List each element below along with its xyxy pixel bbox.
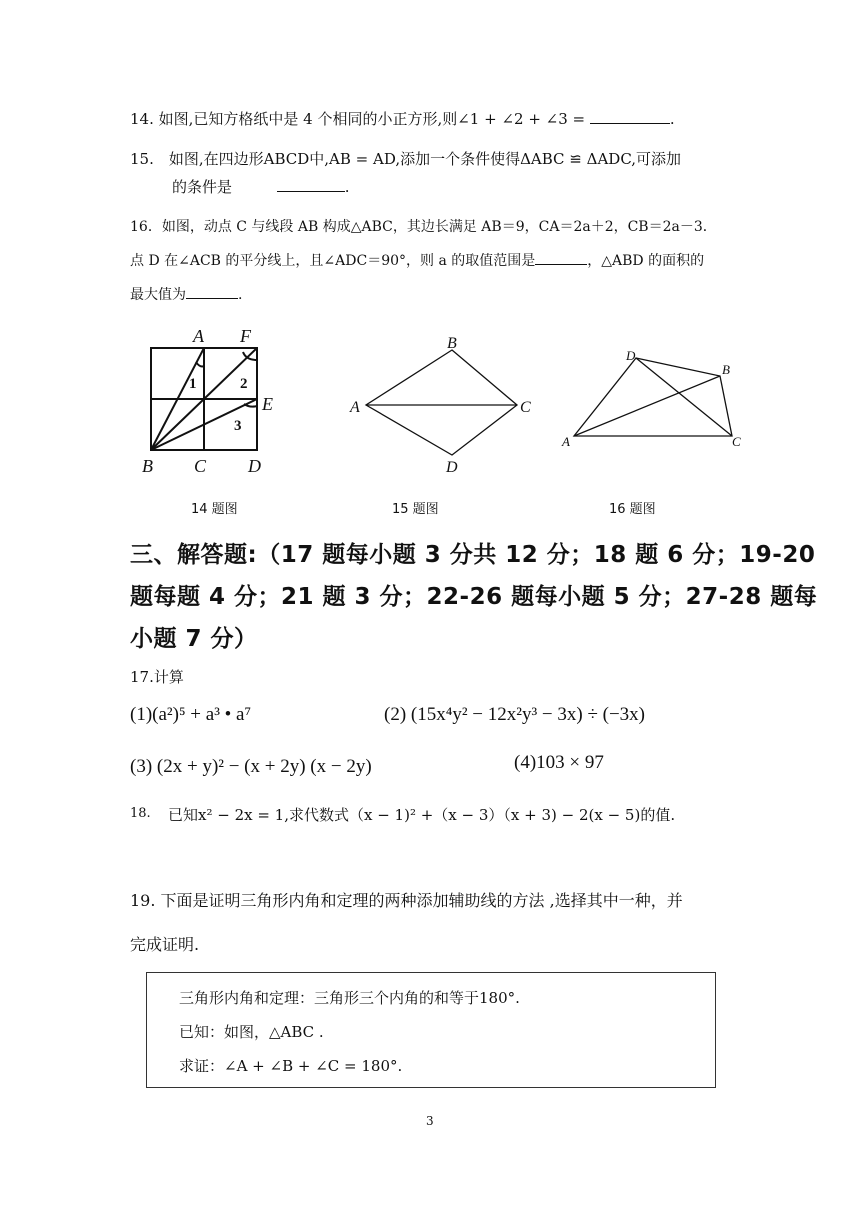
theorem-statement: 三角形内角和定理：三角形三个内角的和等于180°.	[179, 989, 520, 1007]
fig14-label-a: A	[193, 326, 204, 346]
section-3-heading-line2: 题每题 4 分；21 题 3 分；22-26 题每小题 5 分；27-28 题每	[130, 584, 818, 610]
fig14-label-e: E	[262, 394, 273, 414]
question-16-line1: 16．如图，动点 C 与线段 AB 构成△ABC，其边长满足 AB＝9，CA＝2a＋2，CB＝2a－3．	[130, 219, 717, 235]
answer-blank-15[interactable]	[277, 177, 345, 192]
section-3-heading-line3: 小题 7 分）	[130, 626, 258, 652]
figure-15	[340, 330, 540, 480]
question-16-line3: 最大值为 .	[130, 284, 242, 304]
question-15-line2: 的条件是 .	[172, 178, 350, 196]
fig14-angle-2: 2	[240, 376, 248, 392]
fig14-angle-1: 1	[189, 376, 197, 392]
question-17-part4: (4)103 × 97	[514, 752, 604, 773]
theorem-prove: 求证：∠A + ∠B + ∠C = 180°.	[179, 1057, 403, 1075]
question-14: 14. 如图,已知方格纸中是 4 个相同的小正方形,则∠1 + ∠2 + ∠3 = .	[130, 110, 675, 128]
caption-fig16: 16 题图	[609, 502, 656, 517]
question-16-line2: 点 D 在∠ACB 的平分线上，且∠ADC＝90°，则 a 的取值范围是 ，△ABD 的面积的	[130, 250, 704, 270]
fig15-label-a: A	[350, 399, 360, 416]
fig15-label-b: B	[447, 335, 457, 352]
fig14-label-c: C	[194, 456, 207, 476]
section-3-heading-line1: 三、解答题:（17 题每小题 3 分共 12 分；18 题 6 分；19-20	[130, 542, 816, 568]
fig14-angle-3: 3	[234, 418, 242, 434]
question-18-number: 18.	[130, 806, 151, 821]
theorem-box	[146, 972, 716, 1088]
fig16-label-a: A	[562, 434, 570, 449]
fig14-label-d: D	[248, 456, 261, 476]
question-17-title: 17.计算	[130, 668, 184, 686]
answer-blank-14[interactable]	[590, 109, 670, 124]
fig14-label-f: F	[240, 326, 251, 346]
fig16-label-d: D	[626, 348, 636, 363]
figure-16	[556, 342, 756, 457]
question-18-text: 已知x² − 2x = 1,求代数式（x − 1)² +（x − 3）（x + 3) − 2(x − 5)的值.	[168, 806, 676, 824]
fig15-label-c: C	[520, 399, 531, 416]
question-17-part2: (2) (15x⁴y² − 12x²y³ − 3x) ÷ (−3x)	[384, 704, 645, 725]
fig16-label-b: B	[722, 362, 730, 377]
fig16-label-c: C	[732, 434, 741, 449]
caption-fig14: 14 题图	[191, 502, 238, 517]
question-17-part3: (3) (2x + y)² − (x + 2y) (x − 2y)	[130, 756, 372, 777]
question-19-line2: 完成证明.	[130, 935, 200, 954]
question-17-part1: (1)(a²)⁵ + a³ • a⁷	[130, 704, 252, 725]
question-14-text: 14. 如图,已知方格纸中是 4 个相同的小正方形,则∠1 + ∠2 + ∠3 =	[130, 110, 586, 128]
page-number: 3	[426, 1114, 434, 1128]
caption-fig15: 15 题图	[392, 502, 439, 517]
fig14-label-b: B	[142, 456, 153, 476]
answer-blank-16b[interactable]	[186, 284, 238, 299]
answer-blank-16a[interactable]	[535, 250, 587, 265]
fig15-label-d: D	[446, 459, 458, 476]
question-19-line1: 19. 下面是证明三角形内角和定理的两种添加辅助线的方法 ,选择其中一种，并	[130, 891, 683, 910]
figure-14	[136, 322, 286, 477]
question-15-line1: 15. 如图,在四边形ABCD中,AB = AD,添加一个条件使得ΔABC ≌ ΔADC,可添加	[130, 150, 682, 168]
theorem-given: 已知：如图，△ABC .	[179, 1023, 324, 1041]
